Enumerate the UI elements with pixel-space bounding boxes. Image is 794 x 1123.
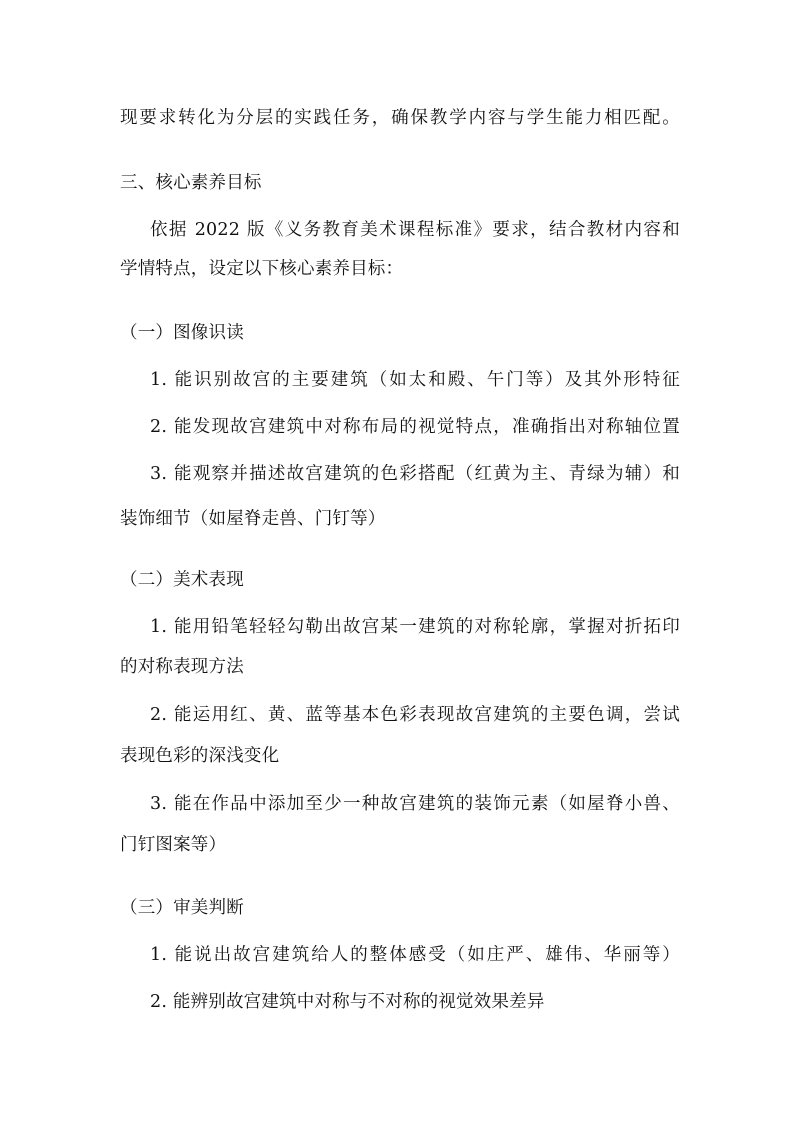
list-item: 1. 能说出故宫建筑给人的整体感受（如庄严、雄伟、华丽等） (150, 945, 680, 965)
paragraph-line: 依据 2022 版《义务教育美术课程标准》要求，结合教材内容和 (150, 220, 680, 240)
list-item: 2. 能辨别故宫建筑中对称与不对称的视觉效果差异 (150, 992, 545, 1012)
subsection-heading: （二）美术表现 (120, 570, 244, 590)
section-heading: 三、核心素养目标 (120, 173, 262, 193)
subsection-heading: （三）审美判断 (120, 898, 244, 918)
list-item-continuation: 表现色彩的深浅变化 (120, 746, 280, 766)
list-item: 1. 能识别故宫的主要建筑（如太和殿、午门等）及其外形特征 (150, 370, 680, 390)
subsection-heading: （一）图像识读 (120, 323, 244, 343)
list-item: 3. 能观察并描述故宫建筑的色彩搭配（红黄为主、青绿为辅）和 (150, 464, 680, 484)
paragraph-continuation: 现要求转化为分层的实践任务，确保教学内容与学生能力相匹配。 (120, 108, 680, 128)
list-item: 1. 能用铅笔轻轻勾勒出故宫某一建筑的对称轮廓，掌握对折拓印 (150, 617, 680, 637)
list-item: 3. 能在作品中添加至少一种故宫建筑的装饰元素（如屋脊小兽、 (150, 794, 680, 814)
list-item-continuation: 装饰细节（如屋脊走兽、门钉等） (120, 509, 386, 529)
paragraph-line: 学情特点，设定以下核心素养目标： (120, 259, 404, 279)
list-item: 2. 能发现故宫建筑中对称布局的视觉特点，准确指出对称轴位置 (150, 417, 680, 437)
list-item-continuation: 门钉图案等） (120, 835, 227, 855)
list-item-continuation: 的对称表现方法 (120, 657, 244, 677)
list-item: 2. 能运用红、黄、蓝等基本色彩表现故宫建筑的主要色调，尝试 (150, 705, 680, 725)
